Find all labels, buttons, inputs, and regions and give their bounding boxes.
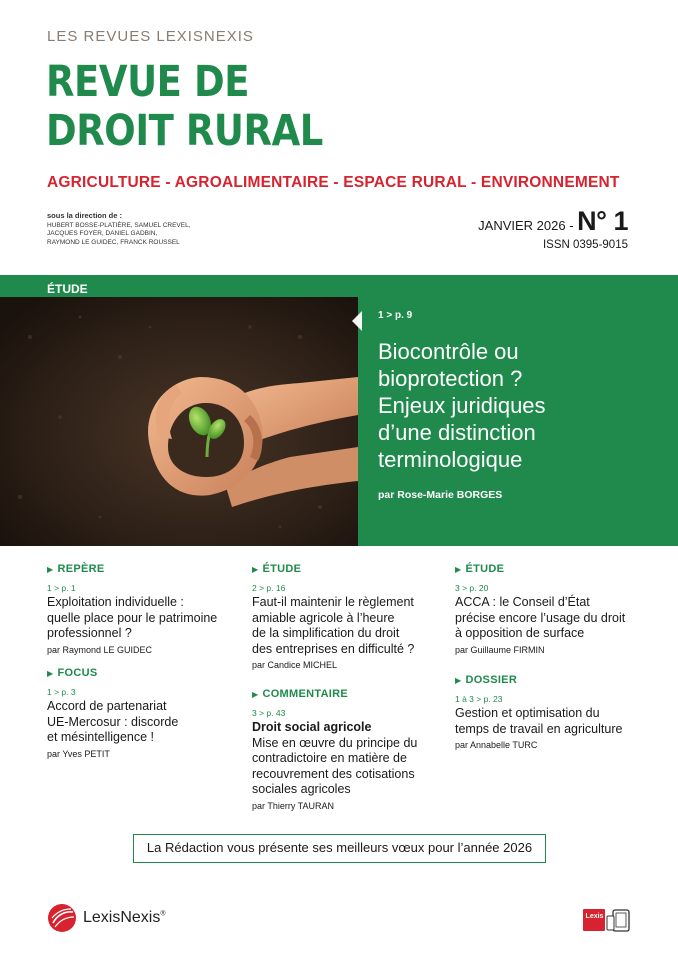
section-heading: [252, 563, 447, 575]
trademark: ®: [160, 910, 166, 918]
title-line: Mise en œuvre du principe du: [252, 735, 418, 750]
page-ref: 3 > p. 43: [252, 708, 286, 718]
page-ref: 1 > p. 3: [47, 687, 76, 697]
section-heading: [455, 563, 645, 575]
feature-title-line: terminologique: [378, 447, 523, 472]
journal-title-line2: DROIT RURAL: [46, 106, 323, 156]
journal-title-line1: REVUE DE: [46, 57, 250, 107]
section-heading: [252, 688, 447, 700]
feature-section-label: ÉTUDE: [47, 282, 88, 296]
title-line: et mésintelligence !: [47, 730, 155, 744]
issue-number: N° 1: [577, 206, 628, 236]
digital-edition-badge[interactable]: [582, 908, 632, 932]
direction-line: HUBERT BOSSE-PLATIÈRE, SAMUEL CREVEL,: [47, 221, 191, 229]
article-author: par Guillaume FIRMIN: [455, 644, 545, 655]
section-label: DOSSIER: [465, 674, 518, 686]
feature-title-line: bioprotection ?: [378, 366, 523, 391]
feature-title[interactable]: [378, 338, 628, 473]
devices-icon: [582, 908, 632, 932]
journal-title: [46, 58, 323, 156]
title-line: Gestion et optimisation du: [455, 706, 600, 720]
journal-subtitle: AGRICULTURE - AGROALIMENTAIRE - ESPACE RURAL - ENVIRONNEMENT: [47, 174, 620, 191]
direction-label: sous la direction de :: [47, 211, 123, 220]
issn: ISSN 0395-9015: [542, 239, 628, 251]
article-etude-2[interactable]: [252, 563, 447, 670]
article-author: par Yves PETIT: [47, 748, 110, 759]
issue-info: [478, 206, 628, 251]
lexisnexis-emblem-icon: [47, 903, 77, 933]
triangle-right-icon: ▶: [252, 565, 259, 574]
section-heading: [47, 667, 237, 679]
page-ref: 2 > p. 16: [252, 583, 286, 593]
title-line: Exploitation individuelle :: [47, 595, 184, 609]
section-heading: [455, 674, 645, 686]
lexisnexis-logo[interactable]: [47, 903, 166, 933]
article-title: [252, 736, 447, 798]
article-author: par Annabelle TURC: [455, 740, 538, 750]
feature-title-line: Biocontrôle ou: [378, 339, 519, 364]
series-name: LES REVUES LEXISNEXIS: [47, 28, 254, 45]
title-line: ACCA : le Conseil d’État: [455, 595, 590, 609]
section-label: ÉTUDE: [465, 563, 505, 575]
title-line: précise encore l’usage du droit: [455, 610, 626, 625]
feature-photo: [0, 297, 358, 546]
feature-title-line: Enjeux juridiques: [378, 393, 546, 418]
article-title: [455, 706, 645, 737]
triangle-right-icon: ▶: [47, 565, 54, 574]
title-line: temps de travail en agriculture: [455, 721, 623, 736]
title-line: de la simplification du droit: [252, 626, 400, 640]
section-label: ÉTUDE: [262, 563, 302, 575]
direction-line: RAYMOND LE GUIDEC, FRANCK ROUSSEL: [47, 238, 180, 246]
triangle-right-icon: ▶: [47, 669, 54, 678]
feature-author: par Rose-Marie BORGES: [378, 489, 503, 501]
brand-text: LexisNexis: [83, 909, 161, 926]
article-author: par Thierry TAURAN: [252, 800, 335, 811]
triangle-right-icon: ▶: [252, 690, 259, 699]
direction-line: JACQUES FOYER, DANIEL GADBIN,: [47, 230, 158, 237]
triangle-right-icon: ▶: [455, 676, 462, 685]
title-line: sociales agricoles: [252, 782, 351, 796]
title-line: Accord de partenariat: [47, 699, 167, 713]
feature-title-line: d’une distinction: [378, 420, 536, 445]
title-line: professionnel ?: [47, 626, 132, 640]
title-line: amiable agricole à l’heure: [252, 610, 395, 625]
section-heading: [47, 563, 237, 575]
article-repere[interactable]: [47, 563, 237, 655]
title-line: recouvrement des cotisations: [252, 766, 415, 781]
hands-seedling-illustration: [0, 297, 358, 546]
article-dossier[interactable]: [455, 674, 645, 750]
article-heading: Droit social agricole: [252, 720, 372, 734]
season-greetings-box: La Rédaction vous présente ses meilleurs vœux pour l’année 2026: [133, 834, 546, 863]
title-line: contradictoire en matière de: [252, 751, 407, 765]
article-etude-3[interactable]: [455, 563, 645, 655]
section-label: REPÈRE: [57, 563, 105, 575]
article-author: par Candice MICHEL: [252, 660, 338, 670]
article-author: par Raymond LE GUIDEC: [47, 644, 153, 655]
title-line: à opposition de surface: [455, 626, 585, 640]
title-line: quelle place pour le patrimoine: [47, 610, 218, 625]
article-commentaire[interactable]: [252, 688, 447, 811]
article-focus[interactable]: [47, 667, 237, 759]
triangle-right-icon: ▶: [455, 565, 462, 574]
feature-page-ref: 1 > p. 9: [378, 310, 413, 321]
article-title: [252, 595, 447, 657]
section-label: COMMENTAIRE: [262, 688, 349, 700]
brand-name: [83, 909, 166, 927]
article-title: [455, 595, 645, 642]
issue-date: JANVIER 2026 -: [478, 218, 574, 233]
page-ref: 1 > p. 1: [47, 583, 76, 593]
issue-date-line: [478, 206, 628, 237]
title-line: UE-Mercosur : discorde: [47, 714, 179, 729]
editorial-direction: [47, 212, 191, 247]
title-line: des entreprises en difficulté ?: [252, 641, 415, 656]
page-ref: 3 > p. 20: [455, 583, 489, 593]
article-title: [47, 595, 237, 642]
article-title: [47, 699, 237, 746]
page-ref: 1 à 3 > p. 23: [455, 694, 503, 704]
badge-text: Lexis: [585, 913, 604, 920]
section-label: FOCUS: [57, 667, 98, 679]
feature-pointer: [352, 311, 362, 331]
title-line: Faut-il maintenir le règlement: [252, 595, 414, 609]
